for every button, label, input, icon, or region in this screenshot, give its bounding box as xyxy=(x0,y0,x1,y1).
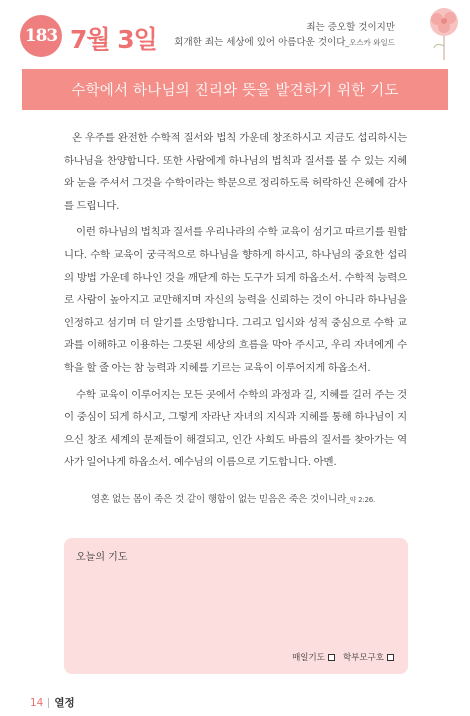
body-paragraph-1: 온 우주를 완전한 수학적 질서와 법칙 가운데 창조하시고 지금도 섭리하시는 하나님을 찬양합니다. 또한 사람에게 하나님의 법칙과 질서를 볼 수 있는 지혜와 눈을 주셔서 그것을 수학이라는 학문으로 정리하도록 허락하신 은혜에 감사를 드립니다. xyxy=(64,132,407,212)
quote-text: 영혼 없는 몸이 죽은 것 같이 행함이 없는 믿음은 죽은 것이니라 xyxy=(91,494,347,505)
prayer-checklist xyxy=(292,651,394,663)
epigraph-author: _오스카 와일드 xyxy=(345,38,395,47)
day-number-badge: 183 xyxy=(20,15,62,57)
parent-prayer-check[interactable] xyxy=(343,651,394,663)
title-banner xyxy=(22,69,448,110)
scripture-quote xyxy=(91,491,375,505)
body-paragraph-2: 이런 하나님의 법칙과 질서를 우리나라의 수학 교육이 섬기고 따르기를 원합니다. 수학 교육이 궁극적으로 하나님을 향하게 하시고, 하나님의 중요한 섭리의 방법 가운데 하나인 것을 깨닫게 하는 도구가 되게 하옵소서. 수학적 능력으로 사람이 높아지고 교만해지며 자신의 능력을 신뢰하는 것이 아니라 하나님을 인정하고 섬기며 더 알기를 소망합니다. 그리고 입시와 성적 중심으로 수학 교과를 이해하고 이용하는 그릇된 세상의 흐름을 막아 주시고, 우리 자녀에게 수학을 할 줄 아는 참 능력과 지혜를 기르는 교육이 이루어지게 하옵소서. xyxy=(64,226,407,374)
daily-prayer-checkbox[interactable] xyxy=(328,654,335,661)
prayer-body xyxy=(64,127,407,478)
body-paragraph-3: 수학 교육이 이루어지는 모든 곳에서 수학의 과정과 길, 지혜를 길러 주는 것이 중심이 되게 하시고, 그렇게 자라난 자녀의 지식과 지혜를 통해 하나님이 지으신 창조 세계의 문제들이 해결되고, 인간 사회도 바름의 질서를 찾아가는 역사가 일어나게 하옵소서. 예수님의 이름으로 기도합니다. 아멘. xyxy=(64,388,407,469)
date-title: 7월 3일 xyxy=(70,25,157,54)
epigraph-line-1: 죄는 증오할 것이지만 xyxy=(306,22,395,33)
parent-prayer-label: 학부모구호 xyxy=(342,653,384,663)
parent-prayer-checkbox[interactable] xyxy=(387,654,394,661)
quote-reference: _약 2:26. xyxy=(346,496,376,504)
flower-illustration-icon xyxy=(424,6,464,62)
daily-prayer-label: 매일기도 xyxy=(292,653,325,663)
footer-divider xyxy=(48,698,49,708)
page-footer xyxy=(30,695,75,710)
todays-prayer-box[interactable] xyxy=(64,538,408,674)
prayer-box-title: 오늘의 기도 xyxy=(76,552,128,563)
section-name: 열정 xyxy=(54,697,75,709)
page-number: 14 xyxy=(30,696,44,709)
epigraph xyxy=(174,20,395,50)
epigraph-line-2 xyxy=(174,35,395,50)
banner-title: 수학에서 하나님의 진리와 뜻을 발견하기 위한 기도 xyxy=(71,83,399,99)
daily-prayer-check[interactable] xyxy=(292,651,335,663)
epigraph-text: 회개한 죄는 세상에 있어 아름다운 것이다 xyxy=(174,37,346,48)
